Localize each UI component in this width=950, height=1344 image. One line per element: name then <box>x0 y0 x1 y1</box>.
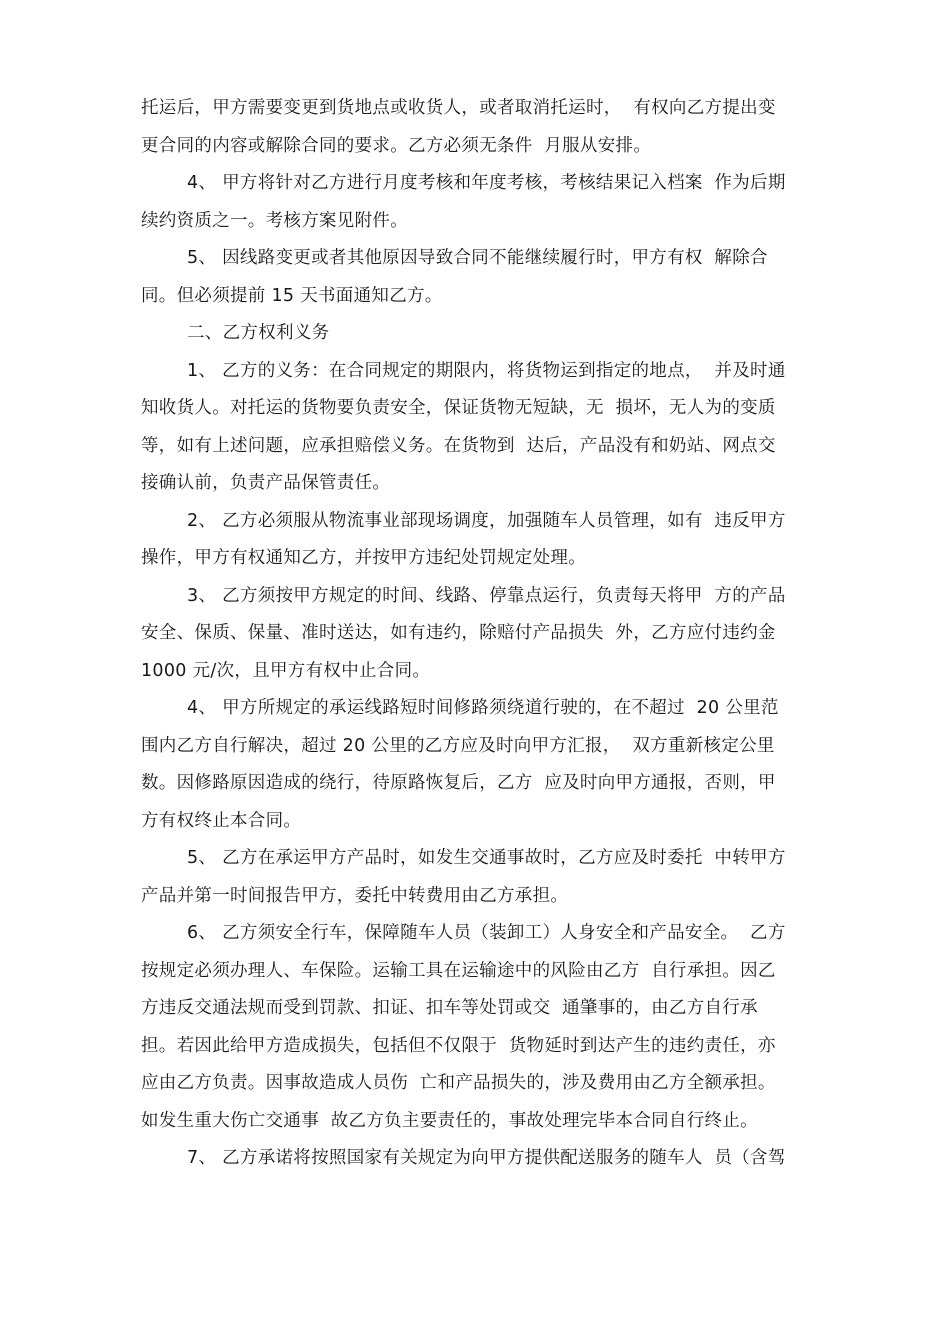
text-line: 担。若因此给甲方造成损失，包括但不仅限于 货物延时到达产生的违约责任，亦 <box>141 1035 776 1056</box>
text-line: 产品并第一时间报告甲方，委托中转费用由乙方承担。 <box>141 885 569 906</box>
text-line: 等，如有上述问题，应承担赔偿义务。在货物到 达后，产品没有和奶站、网点交 <box>141 435 776 456</box>
text-line: 接确认前，负责产品保管责任。 <box>141 473 391 493</box>
paragraph-line: 4、 甲方将针对乙方进行月度考核和年度考核，考核结果记入档案 作为后期 <box>187 173 786 193</box>
section-heading: 二、乙方权利义务 <box>187 323 330 343</box>
text-line: 方违反交通法规而受到罚款、扣证、扣车等处罚或交 通肇事的，由乙方自行承 <box>141 998 758 1018</box>
text-line: 托运后，甲方需要变更到货地点或收货人，或者取消托运时， 有权向乙方提出变 <box>141 98 776 118</box>
text-line: 按规定必须办理人、车保险。运输工具在运输途中的风险由乙方 自行承担。因乙 <box>141 960 776 981</box>
text-line: 同。但必须提前 15 天书面通知乙方。 <box>141 285 443 306</box>
paragraph-line: 3、 乙方须按甲方规定的时间、线路、停靠点运行，负责每天将甲 方的产品 <box>187 585 786 606</box>
text-line: 操作，甲方有权通知乙方，并按甲方违纪处罚规定处理。 <box>141 548 586 568</box>
text-line: 如发生重大伤亡交通事 故乙方负主要责任的，事故处理完毕本合同自行终止。 <box>141 1110 758 1131</box>
paragraph-line: 7、 乙方承诺将按照国家有关规定为向甲方提供配送服务的随车人 员（含驾 <box>187 1148 786 1168</box>
paragraph-line: 5、 乙方在承运甲方产品时，如发生交通事故时，乙方应及时委托 中转甲方 <box>187 848 786 868</box>
paragraph-line: 4、 甲方所规定的承运线路短时间修路须绕道行驶的，在不超过 20 公里范 <box>187 698 779 718</box>
text-line: 应由乙方负责。因事故造成人员伤 亡和产品损失的，涉及费用由乙方全额承担。 <box>141 1073 776 1093</box>
text-line: 续约资质之一。考核方案见附件。 <box>141 210 408 231</box>
text-line: 知收货人。对托运的货物要负责安全，保证货物无短缺，无 损坏，无人为的变质 <box>141 398 776 418</box>
paragraph-line: 5、 因线路变更或者其他原因导致合同不能继续履行时，甲方有权 解除合 <box>187 248 768 268</box>
text-line: 方有权终止本合同。 <box>141 810 302 831</box>
document-page <box>141 90 831 1178</box>
text-line: 数。因修路原因造成的绕行，待原路恢复后，乙方 应及时向甲方通报，否则，甲 <box>141 773 776 793</box>
paragraph-line: 6、 乙方须安全行车，保障随车人员（装卸工）人身安全和产品安全。 乙方 <box>187 923 786 943</box>
text-line: 安全、保质、保量、准时送达，如有违约，除赔付产品损失 外，乙方应付违约金 <box>141 623 776 643</box>
text-line: 更合同的内容或解除合同的要求。乙方必须无条件 月服从安排。 <box>141 135 652 156</box>
text-line: 围内乙方自行解决，超过 20 公里的乙方应及时向甲方汇报， 双方重新核定公里 <box>141 735 775 756</box>
paragraph-line: 1、 乙方的义务：在合同规定的期限内，将货物运到指定的地点， 并及时通 <box>187 360 786 381</box>
paragraph-line: 2、 乙方必须服从物流事业部现场调度，加强随车人员管理，如有 违反甲方 <box>187 510 786 531</box>
text-line: 1000 元/次，且甲方有权中止合同。 <box>141 660 431 681</box>
